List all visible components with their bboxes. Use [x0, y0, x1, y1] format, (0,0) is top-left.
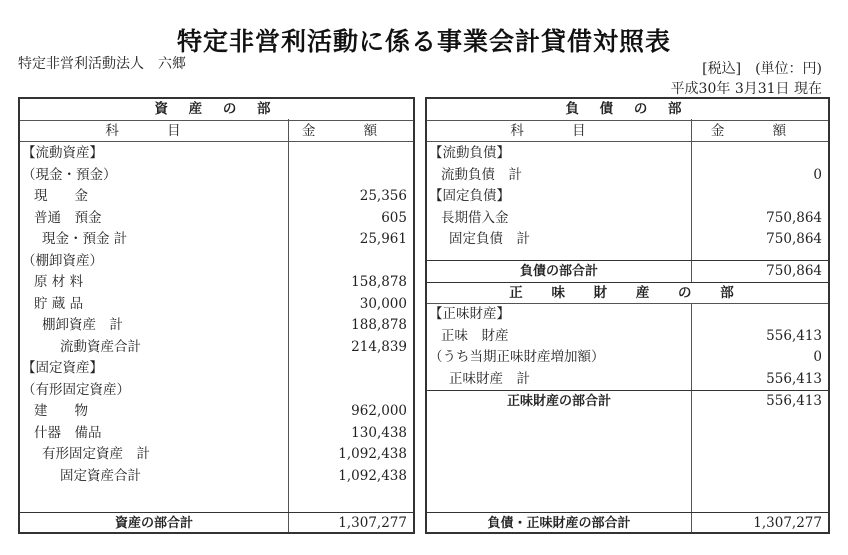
tax-unit-note: [税込] (単位：円) [702, 61, 822, 77]
assets-col-amount: 金 額 [301, 122, 400, 139]
net-assets-subtotal-row [427, 390, 828, 412]
assets-item-row [20, 165, 413, 187]
assets-item-label: 建 物 [34, 403, 88, 419]
net-assets-item-label: 正味財産 計 [449, 370, 530, 387]
liabilities-panel [425, 97, 830, 534]
liabilities-item-row [427, 165, 828, 187]
assets-item-label: （有形固定資産） [22, 381, 130, 398]
net-assets-item-row [427, 369, 828, 391]
assets-item-label: 普通 預金 [34, 209, 102, 226]
assets-item-row [20, 294, 413, 316]
assets-item-amount: 188,878 [351, 317, 407, 333]
assets-item-row [20, 229, 413, 251]
assets-item-row [20, 358, 413, 380]
liabilities-item-row [427, 186, 828, 208]
liabilities-section-header [427, 99, 828, 121]
net-assets-section-header [427, 282, 828, 304]
assets-total-row [20, 512, 413, 534]
assets-column-header [20, 121, 413, 143]
assets-item-amount: 130,438 [351, 424, 407, 441]
liabilities-subtotal-label: 負債の部合計 [519, 264, 598, 279]
net-assets-item-amount: 0 [813, 349, 822, 365]
assets-item-amount: 1,092,438 [338, 446, 407, 462]
liabilities-item-label: 【流動負債】 [429, 145, 510, 161]
document-title: 特定非営利活動に係る事業会計貸借対照表 [176, 27, 671, 56]
assets-item-amount: 30,000 [359, 295, 407, 312]
assets-item-label: 現 金 [34, 188, 88, 204]
as-of-date: 平成30年 3月31日 現在 [670, 81, 822, 97]
net-assets-header-text: 正 味 財 産 の 部 [509, 285, 746, 301]
assets-item-label: 【固定資産】 [22, 360, 103, 376]
assets-item-amount: 1,092,438 [338, 467, 407, 484]
liabilities-item-label: 長期借入金 [441, 209, 509, 226]
assets-item-label: 什器 備品 [34, 424, 102, 441]
grand-total-label: 負債・正味財産の部合計 [487, 516, 631, 531]
net-assets-item-label: 【正味財産】 [429, 306, 510, 322]
liabilities-item-row [427, 143, 828, 165]
liabilities-item-label: 【固定負債】 [429, 188, 510, 204]
assets-item-amount: 25,961 [359, 231, 407, 247]
assets-item-row [20, 315, 413, 337]
liabilities-item-row [427, 229, 828, 251]
assets-item-label: 原 材 料 [34, 274, 84, 290]
net-assets-item-amount: 556,413 [766, 370, 822, 387]
assets-item-row [20, 380, 413, 402]
liabilities-item-amount: 0 [813, 166, 822, 183]
liabilities-header-text: 負 債 の 部 [565, 101, 690, 117]
assets-item-amount: 605 [381, 209, 407, 226]
assets-item-row [20, 143, 413, 165]
assets-item-label: 固定資産合計 [60, 467, 141, 484]
liabilities-column-header [427, 121, 828, 143]
liabilities-item-amount: 750,864 [766, 209, 822, 226]
liabilities-item-row [427, 208, 828, 230]
assets-item-label: 流動資産合計 [60, 338, 141, 355]
assets-item-row [20, 444, 413, 466]
organization-name: 特定非営利活動法人 六郷 [18, 56, 186, 72]
assets-item-label: （現金・預金） [22, 166, 117, 183]
assets-item-row [20, 208, 413, 230]
assets-item-amount: 214,839 [351, 338, 407, 355]
assets-item-label: 【流動資産】 [22, 145, 103, 161]
assets-item-row [20, 401, 413, 423]
assets-item-amount: 25,356 [359, 188, 407, 204]
grand-total-row [427, 512, 828, 534]
assets-total-label: 資産の部合計 [114, 516, 193, 531]
net-assets-subtotal-amount: 556,413 [766, 393, 822, 409]
assets-item-amount: 158,878 [351, 274, 407, 290]
liabilities-col-amount: 金 額 [710, 122, 809, 139]
assets-item-row [20, 423, 413, 445]
assets-total-amount: 1,307,277 [338, 515, 407, 531]
assets-item-row [20, 251, 413, 273]
assets-item-label: 貯 蔵 品 [34, 295, 84, 312]
assets-item-row [20, 272, 413, 294]
grand-total-amount: 1,307,277 [753, 515, 822, 531]
liabilities-item-label: 固定負債 計 [449, 231, 530, 247]
assets-item-row [20, 337, 413, 359]
assets-header-text: 資 産 の 部 [154, 101, 279, 117]
assets-item-label: 棚卸資産 計 [42, 317, 123, 333]
assets-item-row [20, 186, 413, 208]
assets-section-header [20, 99, 413, 121]
liabilities-col-item: 科 目 [510, 122, 608, 139]
assets-item-label: 現金・預金 計 [42, 231, 128, 247]
liabilities-item-amount: 750,864 [766, 231, 822, 247]
net-assets-item-row [427, 347, 828, 369]
liabilities-subtotal-row [427, 260, 828, 282]
net-assets-item-label: （うち当期正味財産増加額） [429, 349, 605, 365]
assets-col-item: 科 目 [105, 122, 203, 139]
assets-panel [18, 97, 415, 534]
liabilities-item-label: 流動負債 計 [441, 166, 522, 183]
liabilities-subtotal-amount: 750,864 [766, 263, 822, 279]
assets-item-row [20, 466, 413, 488]
assets-item-amount: 962,000 [351, 403, 407, 419]
net-assets-item-amount: 556,413 [766, 327, 822, 344]
net-assets-item-row [427, 326, 828, 348]
assets-item-label: 有形固定資産 計 [42, 446, 150, 462]
assets-item-label: （棚卸資産） [22, 252, 103, 269]
net-assets-item-row [427, 304, 828, 326]
net-assets-subtotal-label: 正味財産の部合計 [506, 394, 611, 409]
net-assets-item-label: 正味 財産 [441, 327, 509, 344]
